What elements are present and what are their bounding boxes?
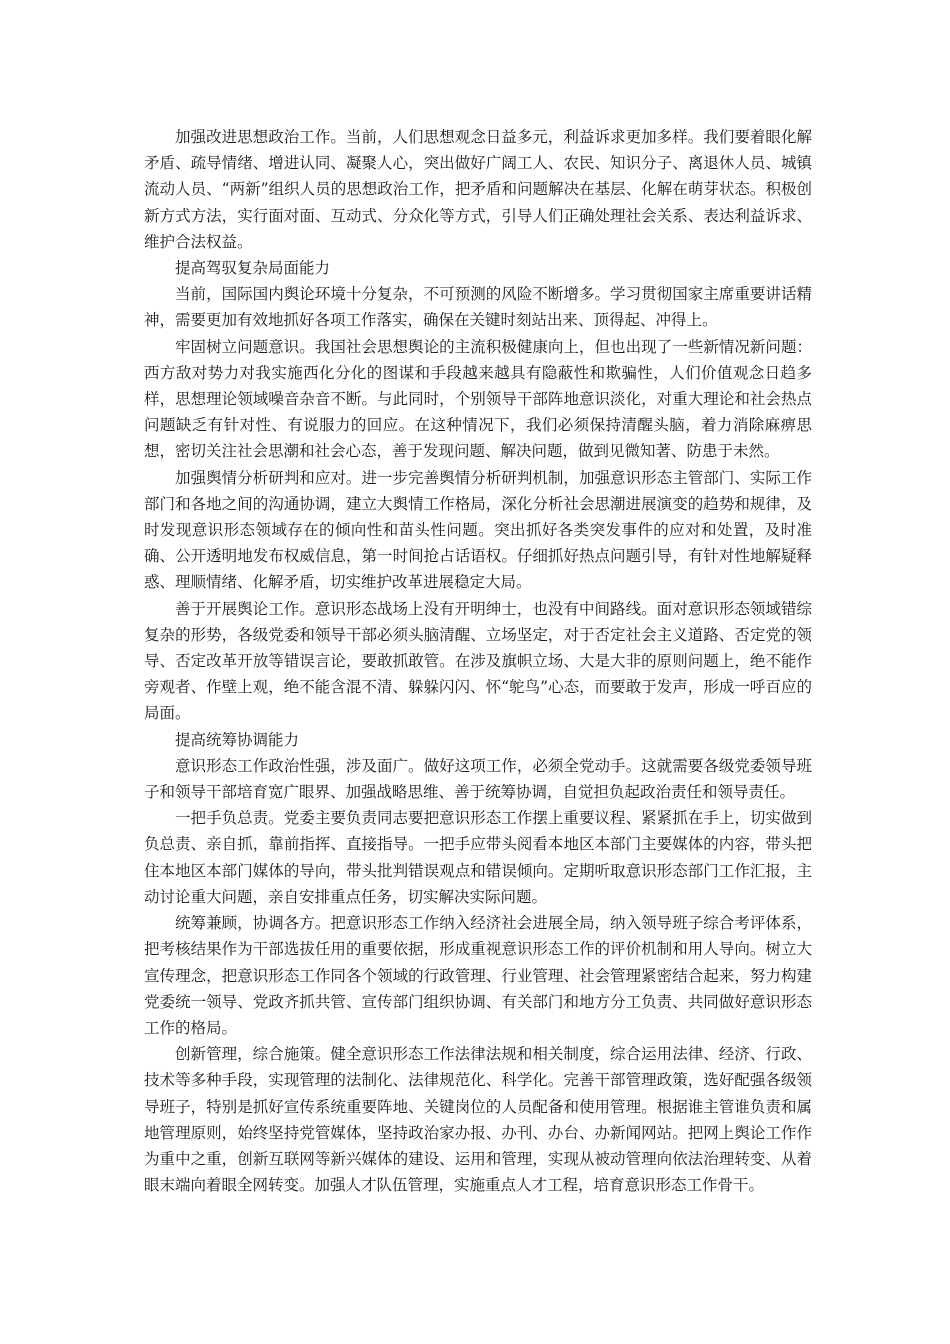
paragraph-public-opinion-analysis: 加强舆情分析研判和应对。进一步完善舆情分析研判机制，加强意识形态主管部门、实际工作部门和各地之间的沟通协调，建立大舆情工作格局，深化分析社会思潮进展演变的趋势和规律，及时发现意识形态领域存在的倾向性和苗头性问题。突出抓好各类突发事件的应对和处置，及时准确、公开透明地发布权威信息，第一时间抢占话语权。仔细抓好热点问题引导，有针对性地解疑释惑、理顺情绪、化解矛盾，切实维护改革进展稳定大局。 (144, 468, 812, 592)
paragraph-overall-coordination: 统筹兼顾，协调各方。把意识形态工作纳入经济社会进展全局，纳入领导班子综合考评体系，把考核结果作为干部选拔任用的重要依据，形成重视意识形态工作的评价机制和用人导向。树立大宣传理念，把意识形态工作同各个领域的行政管理、行业管理、社会管理紧密结合起来，努力构建党委统一领导、党政齐抓共管、宣传部门组织协调、有关部门和地方分工负责、共同做好意识形态工作的格局。 (144, 914, 812, 1037)
section-heading-coordination: 提高统筹协调能力 (175, 730, 300, 749)
paragraph-innovative-management: 创新管理，综合施策。健全意识形态工作法律法规和相关制度，综合运用法律、经济、行政、技术等多种手段，实现管理的法制化、法律规范化、科学化。完善干部管理政策，选好配强各级领导班子，特别是抓好宣传系统重要阵地、关键岗位的人员配备和使用管理。根据谁主管谁负责和属地管理原则，始终坚持党管媒体，坚持政治家办报、办刊、办台、办新闻网站。把网上舆论工作作为重中之重，创新互联网等新兴媒体的建设、运用和管理，实现从被动管理向依法治理转变、从着眼末端向着眼全网转变。加强人才队伍管理，实施重点人才工程，培育意识形态工作骨干。 (144, 1045, 812, 1195)
paragraph-current-environment: 当前，国际国内舆论环境十分复杂，不可预测的风险不断增多。学习贯彻国家主席重要讲话精神，需要更加有效地抓好各项工作落实，确保在关键时刻站出来、顶得起、冲得上。 (144, 285, 812, 330)
document-body (144, 124, 812, 1198)
paragraph-problem-awareness: 牢固树立问题意识。我国社会思想舆论的主流积极健康向上，但也出现了一些新情况新问题：西方敌对势力对我实施西化分化的图谋和手段越来越具有隐蔽性和欺骗性，人们价值观念日趋多样，思想理论领域噪音杂音不断。与此同时，个别领导干部阵地意识淡化，对重大理论和社会热点问题缺乏有针对性、有说服力的回应。在这种情况下，我们必须保持清醒头脑，着力消除麻痹思想，密切关注社会思潮和社会心态，善于发现问题、解决问题，做到见微知著、防患于未然。 (144, 337, 812, 461)
paragraph-ideological-work: 加强改进思想政治工作。当前，人们思想观念日益多元，利益诉求更加多样。我们要着眼化解矛盾、疏导情绪、增进认同、凝聚人心，突出做好广阔工人、农民、知识分子、离退休人员、城镇流动人员、“两新”组织人员的思想政治工作，把矛盾和问题解决在基层、化解在萌芽状态。积极创新方式方法，实行面对面、互动式、分众化等方式，引导人们正确处理社会关系、表达利益诉求、维护合法权益。 (144, 128, 812, 251)
paragraph-political-nature: 意识形态工作政治性强，涉及面广。做好这项工作，必须全党动手。这就需要各级党委领导班子和领导干部培育宽广眼界、加强战略思维、善于统筹协调，自觉担负起政治责任和领导责任。 (144, 756, 812, 802)
paragraph-leader-responsibility: 一把手负总责。党委主要负责同志要把意识形态工作摆上重要议程、紧紧抓在手上，切实做到负总责、亲自抓，靠前指挥、直接指导。一把手应带头阅看本地区本部门主要媒体的内容，带头把住本地区本部门媒体的导向，带头批判错误观点和错误倾向。定期听取意识形态部门工作汇报，主动讨论重大问题，亲自安排重点任务，切实解决实际问题。 (144, 809, 812, 906)
paragraph-public-opinion-work: 善于开展舆论工作。意识形态战场上没有开明绅士，也没有中间路线。面对意识形态领域错综复杂的形势，各级党委和领导干部必须头脑清醒、立场坚定，对于否定社会主义道路、否定党的领导、否定改革开放等错误言论，要敢抓敢管。在涉及旗帜立场、大是大非的原则问题上，绝不能作旁观者、作壁上观，绝不能含混不清、躲躲闪闪、怀“鸵鸟”心态，而要敢于发声，形成一呼百应的局面。 (144, 599, 812, 723)
section-heading-complex-situations: 提高驾驭复杂局面能力 (175, 259, 331, 278)
